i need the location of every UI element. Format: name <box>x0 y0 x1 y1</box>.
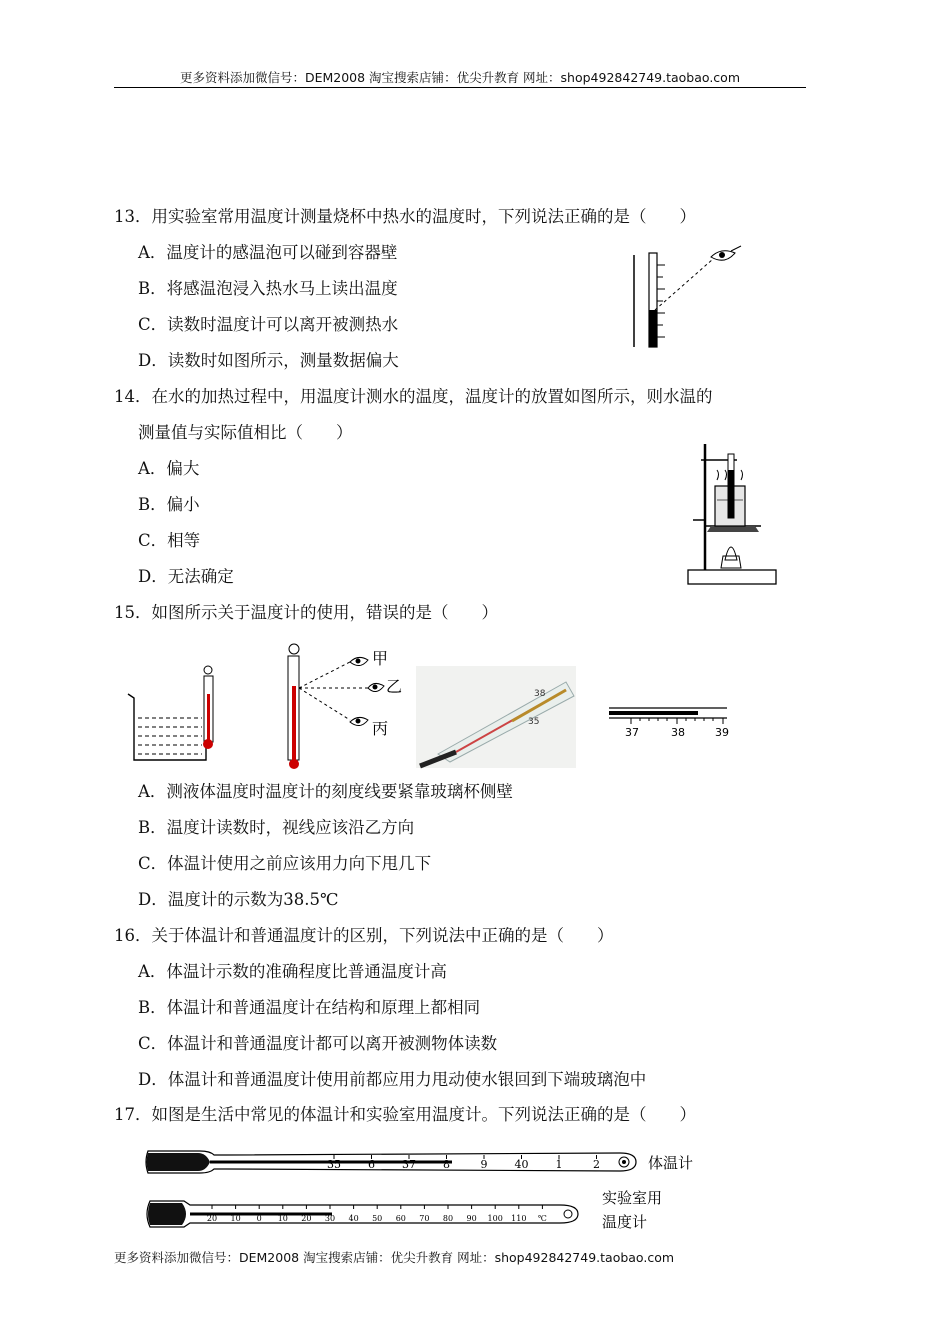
question-16-option-c: C．体温计和普通温度计都可以离开被测物体读数 <box>138 1034 498 1053</box>
eye-icon <box>711 246 741 260</box>
question-16-option-a: A．体温计示数的准确程度比普通温度计高 <box>138 962 447 981</box>
lab-tick-label: 100 <box>487 1214 503 1223</box>
clinical-tick-label: 37 <box>402 1158 416 1171</box>
lab-tick-label: 80 <box>442 1214 454 1223</box>
page-footer: 更多资料添加微信号：DEM2008 淘宝搜索店铺：优尖升教育 网址：shop492842749.taobao.com <box>114 1250 675 1265</box>
q15-clinical-thermometer-photo <box>416 666 576 768</box>
question-17-stem: 17．如图是生活中常见的体温计和实验室用温度计。下列说法正确的是（ ） <box>114 1105 696 1124</box>
lab-tick-label: 110 <box>511 1214 527 1223</box>
lab-tick-label: 90 <box>466 1214 477 1223</box>
clinical-tick-label: 1 <box>555 1158 563 1171</box>
question-15-option-a: A．测液体温度时温度计的刻度线要紧靠玻璃杯侧壁 <box>138 782 513 801</box>
question-14-option-a: A．偏大 <box>138 459 200 478</box>
lab-tick-label: ℃ <box>537 1214 547 1223</box>
clinical-tick-label: 2 <box>593 1158 600 1171</box>
question-16-option-b: B．体温计和普通温度计在结构和原理上都相同 <box>138 998 481 1017</box>
question-15-option-b: B．温度计读数时，视线应该沿乙方向 <box>138 818 415 837</box>
question-14-option-c: C．相等 <box>138 531 201 550</box>
clinical-tick-label: 35 <box>327 1158 341 1171</box>
clinical-tick-label: 40 <box>514 1158 529 1171</box>
question-16-option-d: D．体温计和普通温度计使用前都应用力甩动使水银回到下端玻璃泡中 <box>138 1070 647 1089</box>
question-15-option-d: D．温度计的示数为38.5℃ <box>138 890 339 909</box>
question-13-stem: 13．用实验室常用温度计测量烧杯中热水的温度时，下列说法正确的是（ ） <box>114 207 696 226</box>
lab-tick-label: 0 <box>256 1214 262 1223</box>
lab-tick-label: 70 <box>419 1214 430 1223</box>
clinical-tick-label: 6 <box>368 1158 375 1171</box>
eye-label-yi: 乙 <box>386 677 403 696</box>
lab-thermometer <box>147 1189 662 1231</box>
clinical-tick-label: 8 <box>443 1158 450 1171</box>
lab-thermometer-label-line2: 温度计 <box>602 1213 648 1231</box>
photo-mark-35: 35 <box>528 717 540 727</box>
lab-tick-label: 40 <box>348 1214 359 1223</box>
question-13-option-d: D．读数时如图所示，测量数据偏大 <box>138 351 399 370</box>
question-13-option-c: C．读数时温度计可以离开被测热水 <box>138 315 399 334</box>
lab-tick-label: 10 <box>230 1214 241 1223</box>
lab-tick-label: 50 <box>372 1214 383 1223</box>
lab-tick-label: 30 <box>324 1214 336 1223</box>
q15-beaker-thermometer-figure <box>124 660 224 768</box>
question-15-stem: 15．如图所示关于温度计的使用，错误的是（ ） <box>114 603 498 622</box>
question-14-option-b: B．偏小 <box>138 495 200 514</box>
scale-label-39: 39 <box>715 726 729 739</box>
lab-tick-label: 20 <box>206 1214 218 1223</box>
question-14-stem-continued: 测量值与实际值相比（ ） <box>138 423 353 442</box>
question-16-stem: 16．关于体温计和普通温度计的区别，下列说法中正确的是（ ） <box>114 926 614 945</box>
lab-tick-label: 20 <box>301 1214 312 1223</box>
eye-label-jia: 甲 <box>372 649 389 668</box>
clinical-thermometer-label: 体温计 <box>648 1154 694 1172</box>
q14-heating-apparatus-figure <box>683 440 783 590</box>
q15-scale-reading-figure <box>605 702 730 742</box>
question-13-option-a: A．温度计的感温泡可以碰到容器壁 <box>138 243 398 262</box>
q13-thermometer-reading-figure <box>625 243 755 353</box>
question-15-option-c: C．体温计使用之前应该用力向下甩几下 <box>138 854 432 873</box>
eye-label-bing: 丙 <box>372 719 389 738</box>
scale-label-38: 38 <box>671 726 685 739</box>
clinical-thermometer <box>146 1151 693 1173</box>
photo-mark-38: 38 <box>534 689 546 699</box>
question-14-option-d: D．无法确定 <box>138 567 234 586</box>
page-header: 更多资料添加微信号：DEM2008 淘宝搜索店铺：优尖升教育 网址：shop492842749.taobao.com <box>179 70 741 85</box>
question-14-stem: 14．在水的加热过程中，用温度计测水的温度，温度计的放置如图所示，则水温的 <box>114 387 713 406</box>
q17-thermometers-figure <box>140 1137 740 1239</box>
lab-thermometer-label-line1: 实验室用 <box>602 1189 663 1207</box>
q15-eye-angle-figure <box>278 642 403 772</box>
lab-tick-label: 10 <box>277 1214 288 1223</box>
header-divider <box>114 87 806 88</box>
scale-label-37: 37 <box>625 726 639 739</box>
question-13-option-b: B．将感温泡浸入热水马上读出温度 <box>138 279 398 298</box>
lab-tick-label: 60 <box>395 1214 406 1223</box>
clinical-tick-label: 9 <box>480 1158 488 1171</box>
